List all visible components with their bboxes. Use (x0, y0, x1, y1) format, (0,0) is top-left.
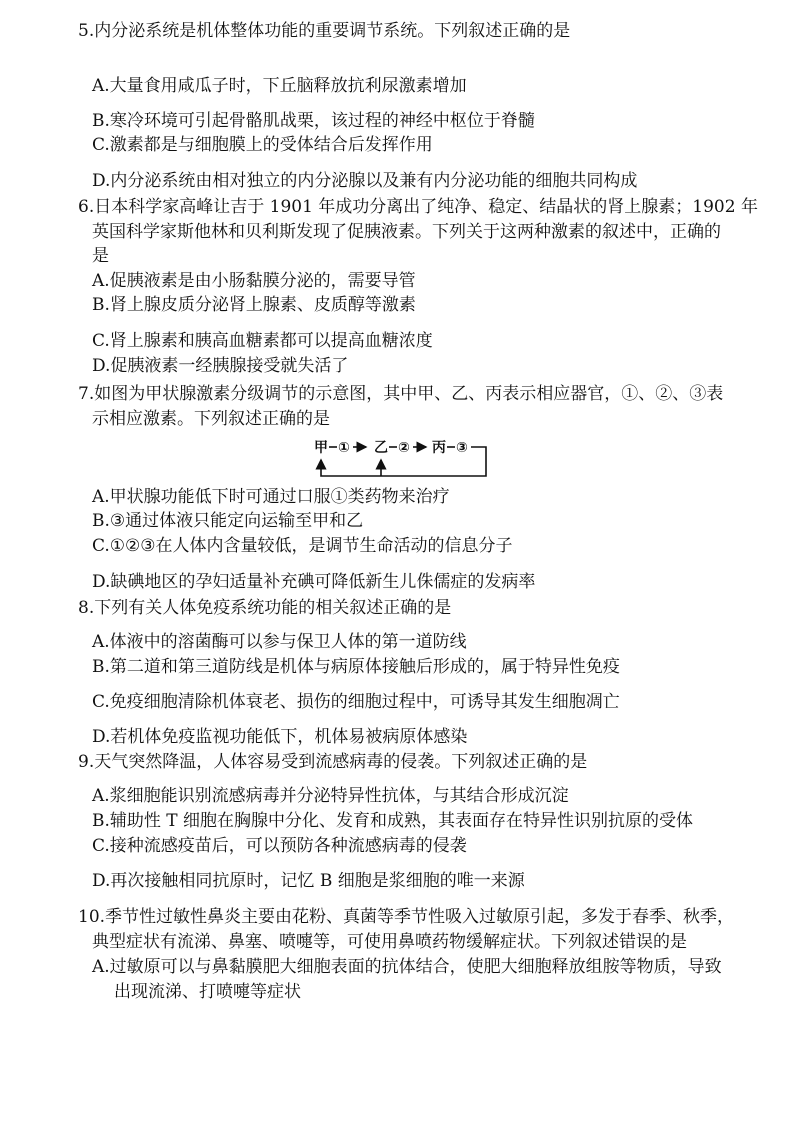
q6-option-b: B.肾上腺皮质分泌肾上腺素、皮质醇等激素 (92, 295, 416, 315)
q8-option-a: A.体液中的溶菌酶可以参与保卫人体的第一道防线 (92, 632, 467, 652)
q7-option-b: B.③通过体液只能定向运输至甲和乙 (92, 511, 364, 531)
q5-option-c: C.激素都是与细胞膜上的受体结合后发挥作用 (92, 135, 433, 155)
q7-stem-line-1: 7.如图为甲状腺激素分级调节的示意图，其中甲、乙、丙表示相应器官，①、②、③表 (78, 384, 724, 404)
q9-stem: 9.天气突然降温，人体容易受到流感病毒的侵袭。下列叙述正确的是 (78, 752, 588, 772)
q9-option-a: A.浆细胞能识别流感病毒并分泌特异性抗体，与其结合形成沉淀 (92, 786, 569, 806)
q5-option-a: A.大量食用咸瓜子时，下丘脑释放抗利尿激素增加 (92, 76, 467, 96)
thyroid-regulation-diagram (300, 432, 500, 482)
hormone-1-label: ① (338, 440, 350, 456)
q7-option-c: C.①②③在人体内含量较低，是调节生命活动的信息分子 (92, 536, 513, 556)
q10-stem-line-2: 典型症状有流涕、鼻塞、喷嚏等，可使用鼻喷药物缓解症状。下列叙述错误的是 (92, 932, 687, 952)
q10-option-a-line-1: A.过敏原可以与鼻黏膜肥大细胞表面的抗体结合，使肥大细胞释放组胺等物质，导致 (92, 957, 722, 977)
q8-option-b: B.第二道和第三道防线是机体与病原体接触后形成的，属于特异性免疫 (92, 657, 620, 677)
q9-option-b: B.辅助性 T 细胞在胸腺中分化、发育和成熟，其表面存在特异性识别抗原的受体 (92, 811, 694, 831)
q9-option-c: C.接种流感疫苗后，可以预防各种流感病毒的侵袭 (92, 836, 467, 856)
q7-option-a: A.甲状腺功能低下时可通过口服①类药物来治疗 (92, 487, 450, 507)
organ-yi-label: 乙 (374, 440, 388, 456)
q8-option-d: D.若机体免疫监视功能低下，机体易被病原体感染 (92, 727, 468, 747)
q5-stem: 5.内分泌系统是机体整体功能的重要调节系统。下列叙述正确的是 (78, 21, 571, 41)
q6-stem-line-2: 英国科学家斯他林和贝利斯发现了促胰液素。下列关于这两种激素的叙述中，正确的 (92, 222, 721, 242)
organ-jia-label: 甲 (314, 440, 328, 456)
q5-option-b: B.寒冷环境可引起骨骼肌战栗，该过程的神经中枢位于脊髓 (92, 111, 535, 131)
q9-option-d: D.再次接触相同抗原时，记忆 B 细胞是浆细胞的唯一来源 (92, 871, 525, 891)
q6-option-d: D.促胰液素一经胰腺接受就失活了 (92, 356, 349, 376)
q7-stem-line-2: 示相应激素。下列叙述正确的是 (92, 409, 330, 429)
q5-option-d: D.内分泌系统由相对独立的内分泌腺以及兼有内分泌功能的细胞共同构成 (92, 171, 638, 191)
organ-bing-label: 丙 (432, 440, 446, 456)
hormone-3-label: ③ (456, 440, 468, 456)
hormone-2-label: ② (398, 440, 410, 456)
q8-stem: 8.下列有关人体免疫系统功能的相关叙述正确的是 (78, 598, 452, 618)
q6-option-a: A.促胰液素是由小肠黏膜分泌的，需要导管 (92, 271, 416, 291)
q6-option-c: C.肾上腺素和胰高血糖素都可以提高血糖浓度 (92, 331, 433, 351)
q10-stem-line-1: 10.季节性过敏性鼻炎主要由花粉、真菌等季节性吸入过敏原引起，多发于春季、秋季， (78, 907, 735, 927)
q6-stem-line-1: 6.日本科学家高峰让吉于 1901 年成功分离出了纯净、稳定、结晶状的肾上腺素；1902 年 (78, 197, 758, 217)
q8-option-c: C.免疫细胞清除机体衰老、损伤的细胞过程中，可诱导其发生细胞凋亡 (92, 692, 620, 712)
q10-option-a-line-2: 出现流涕、打喷嚏等症状 (114, 982, 301, 1002)
q7-option-d: D.缺碘地区的孕妇适量补充碘可降低新生儿侏儒症的发病率 (92, 572, 536, 592)
q6-stem-line-3: 是 (92, 246, 109, 266)
